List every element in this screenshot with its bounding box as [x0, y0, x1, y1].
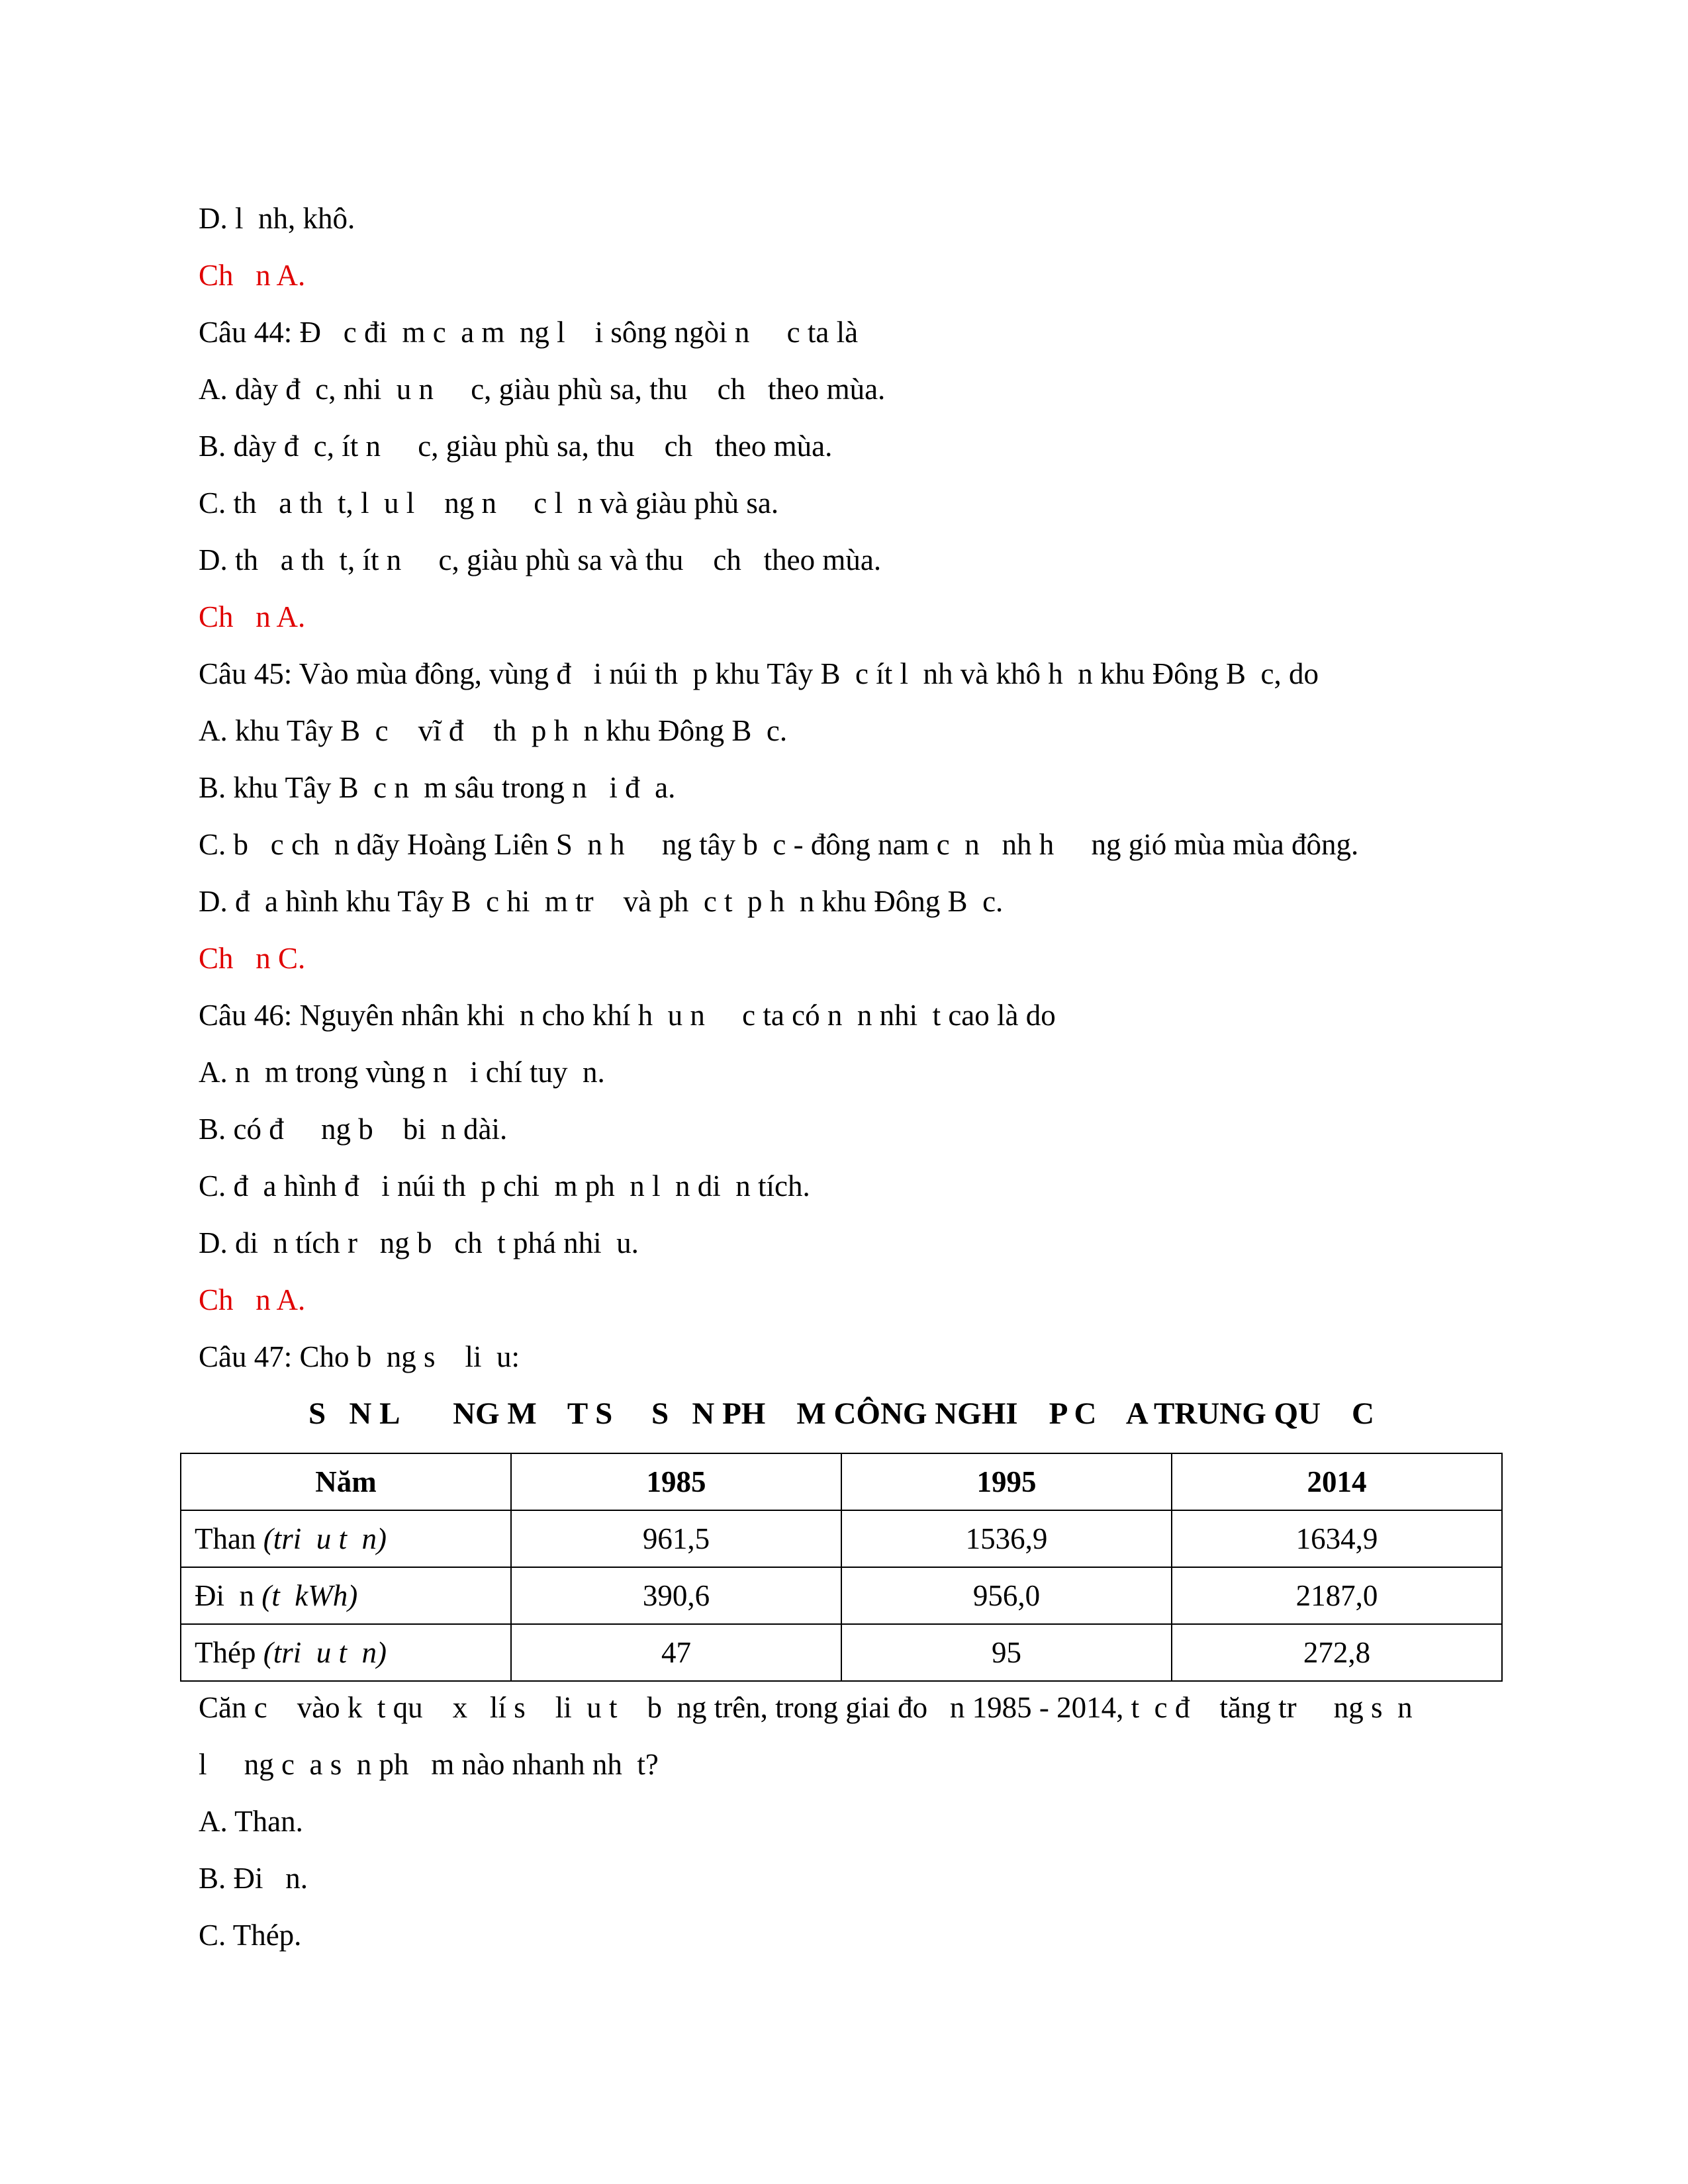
row-label [181, 1567, 511, 1624]
row-name: Đi n [195, 1579, 254, 1612]
answer-q43: Ch n A. [199, 259, 306, 292]
option-a-q47: A. Than. [199, 1805, 303, 1838]
row-unit: (t kWh) [261, 1579, 358, 1612]
cell-value: 2187,0 [1172, 1567, 1502, 1624]
question-44: Câu 44: Đ c đi m c a m ng l i sông ngòi n c ta là [199, 316, 859, 349]
row-unit: (tri u t n) [263, 1636, 387, 1669]
option-b-q44: B. dày đ c, ít n c, giàu phù sa, thu ch theo mùa. [199, 430, 833, 463]
question-45: Câu 45: Vào mùa đông, vùng đ i núi th p khu Tây B c ít l nh và khô h n khu Đông B c, do [199, 657, 1319, 690]
row-unit: (tri u t n) [263, 1522, 387, 1555]
row-label [181, 1510, 511, 1567]
option-c-q44: C. th a th t, l u l ng n c l n và giàu phù sa. [199, 486, 779, 520]
option-b-q46: B. có đ ng b bi n dài. [199, 1113, 508, 1146]
option-d-q44: D. th a th t, ít n c, giàu phù sa và thu ch theo mùa. [199, 543, 882, 576]
table-row [181, 1567, 1502, 1624]
row-label [181, 1624, 511, 1681]
option-c-q46: C. đ a hình đ i núi th p chi m ph n l n di n tích. [199, 1169, 810, 1203]
option-d-q43: D. l nh, khô. [199, 202, 355, 235]
header-1985: 1985 [511, 1453, 841, 1510]
header-1995: 1995 [841, 1453, 1172, 1510]
cell-value: 272,8 [1172, 1624, 1502, 1681]
cell-value: 1536,9 [841, 1510, 1172, 1567]
option-a-q44: A. dày đ c, nhi u n c, giàu phù sa, thu ch theo mùa. [199, 373, 886, 406]
question-47-prompt-line1: Căn c vào k t qu x lí s li u t b ng trên, trong giai đo n 1985 - 2014, t c đ tăng tr ng s n [199, 1691, 1413, 1724]
option-c-q47: C. Thép. [199, 1919, 302, 1952]
cell-value: 1634,9 [1172, 1510, 1502, 1567]
header-2014: 2014 [1172, 1453, 1502, 1510]
cell-value: 956,0 [841, 1567, 1172, 1624]
answer-q44: Ch n A. [199, 600, 306, 633]
question-47: Câu 47: Cho b ng s li u: [199, 1340, 520, 1373]
question-47-prompt-line2: l ng c a s n ph m nào nhanh nh t? [199, 1748, 659, 1781]
option-a-q46: A. n m trong vùng n i chí tuy n. [199, 1056, 605, 1089]
question-46: Câu 46: Nguyên nhân khi n cho khí h u n c ta có n n nhi t cao là do [199, 999, 1056, 1032]
row-name: Thép [195, 1636, 256, 1669]
option-d-q46: D. di n tích r ng b ch t phá nhi u. [199, 1226, 639, 1259]
table-row [181, 1624, 1502, 1681]
table-header-row [181, 1453, 1502, 1510]
option-a-q45: A. khu Tây B c vĩ đ th p h n khu Đông B c. [199, 714, 788, 747]
cell-value: 961,5 [511, 1510, 841, 1567]
option-d-q45: D. đ a hình khu Tây B c hi m tr và ph c t p h n khu Đông B c. [199, 885, 1004, 918]
option-b-q47: B. Đi n. [199, 1862, 308, 1895]
table-row [181, 1510, 1502, 1567]
cell-value: 390,6 [511, 1567, 841, 1624]
cell-value: 47 [511, 1624, 841, 1681]
cell-value: 95 [841, 1624, 1172, 1681]
option-c-q45: C. b c ch n dãy Hoàng Liên S n h ng tây b c - đông nam c n nh h ng gió mùa mùa đông. [199, 828, 1359, 861]
option-b-q45: B. khu Tây B c n m sâu trong n i đ a. [199, 771, 676, 804]
answer-q46: Ch n A. [199, 1283, 306, 1316]
header-year: Năm [181, 1453, 511, 1510]
data-table [180, 1453, 1503, 1682]
row-name: Than [195, 1522, 256, 1555]
table-title: S N L NG M T S S N PH M CÔNG NGHI P C A TRUNG QU C [308, 1396, 1374, 1431]
answer-q45: Ch n C. [199, 942, 306, 975]
